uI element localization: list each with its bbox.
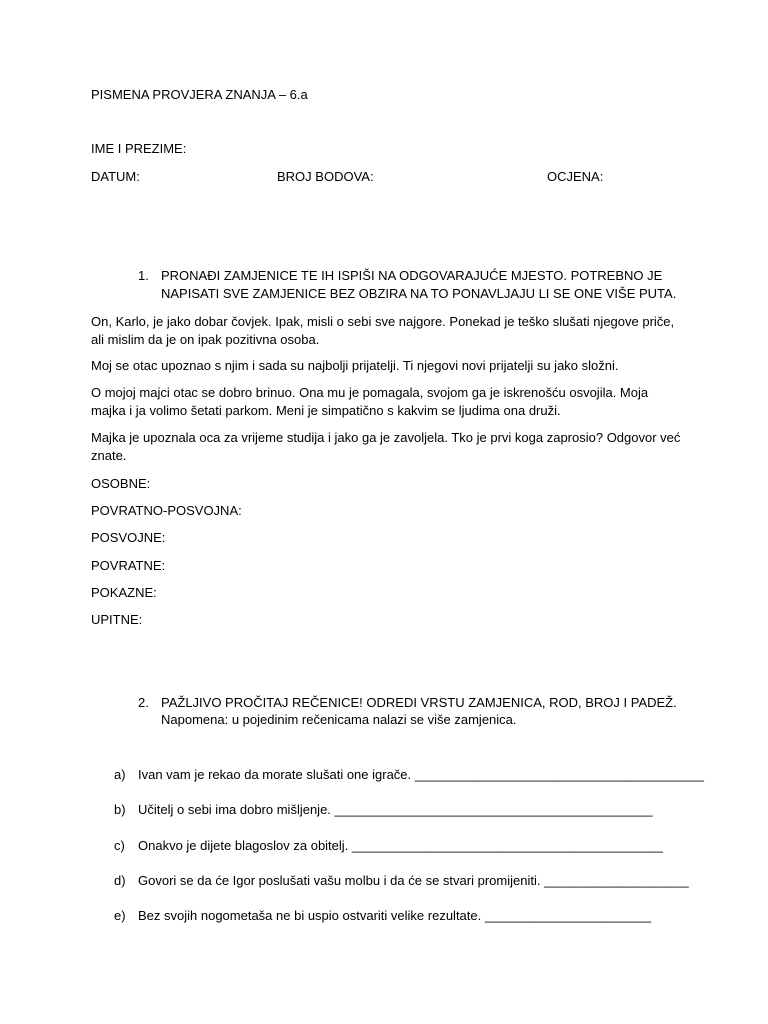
points-label: BROJ BODOVA: xyxy=(277,169,374,184)
item-letter: c) xyxy=(114,838,125,853)
category-pokazne: POKAZNE: xyxy=(91,585,157,600)
task1-paragraph-1: On, Karlo, je jako dobar čovjek. Ipak, misli o sebi sve najgore. Ponekad je teško slušati njegove priče, ali mislim da je on ipak pozitivna osoba. xyxy=(91,314,675,347)
task1-paragraph-4: Majka je upoznala oca za vrijeme studija i jako ga je zavoljela. Tko je prvi koga zaprosio? Odgovor već znate. xyxy=(91,430,681,463)
item-letter: d) xyxy=(114,873,126,888)
task1-instruction: PRONAĐI ZAMJENICE TE IH ISPIŠI NA ODGOVARAJUĆE MJESTO. POTREBNO JE NAPISATI SVE ZAMJENICE BEZ OBZIRA NA TO PONAVLJAJU LI SE ONE VIŠE PUTA. xyxy=(161,268,677,301)
item-sentence: Ivan vam je rekao da morate slušati one igrače. ________________________________________ xyxy=(138,767,704,782)
item-sentence: Bez svojih nogometaša ne bi uspio ostvariti velike rezultate. _______________________ xyxy=(138,908,652,923)
item-letter: b) xyxy=(114,802,126,817)
category-upitne: UPITNE: xyxy=(91,612,143,627)
task1-number: 1. xyxy=(138,268,149,283)
task2-note: Napomena: u pojedinim rečenicama nalazi se više zamjenica. xyxy=(161,712,517,727)
task2-number: 2. xyxy=(138,695,149,710)
category-osobne: OSOBNE: xyxy=(91,476,151,491)
item-sentence: Učitelj o sebi ima dobro mišljenje. ____________________________________________ xyxy=(138,802,653,817)
item-letter: e) xyxy=(114,908,126,923)
item-sentence: Onakvo je dijete blagoslov za obitelj. ___________________________________________ xyxy=(138,838,663,853)
grade-label: OCJENA: xyxy=(547,169,604,184)
category-povratno-posvojna: POVRATNO-POSVOJNA: xyxy=(91,503,242,518)
item-letter: a) xyxy=(114,767,126,782)
category-posvojne: POSVOJNE: xyxy=(91,530,166,545)
item-sentence: Govori se da će Igor poslušati vašu molbu i da će se stvari promijeniti. ____________________ xyxy=(138,873,689,888)
category-povratne: POVRATNE: xyxy=(91,558,166,573)
date-label: DATUM: xyxy=(91,169,140,184)
task2-instruction: PAŽLJIVO PROČITAJ REČENICE! ODREDI VRSTU ZAMJENICA, ROD, BROJ I PADEŽ. xyxy=(161,695,677,710)
name-label: IME I PREZIME: xyxy=(91,141,187,156)
task1-paragraph-2: Moj se otac upoznao s njim i sada su najbolji prijatelji. Ti njegovi novi prijatelji su jako složni. xyxy=(91,358,619,373)
page-title: PISMENA PROVJERA ZNANJA – 6.a xyxy=(91,87,308,102)
task1-paragraph-3: O mojoj majci otac se dobro brinuo. Ona mu je pomagala, svojom ga je iskrenošću osvojila. Moja majka i ja volimo šetati parkom. Meni je simpatično s kakvim se ljudima ona druži. xyxy=(91,385,649,418)
